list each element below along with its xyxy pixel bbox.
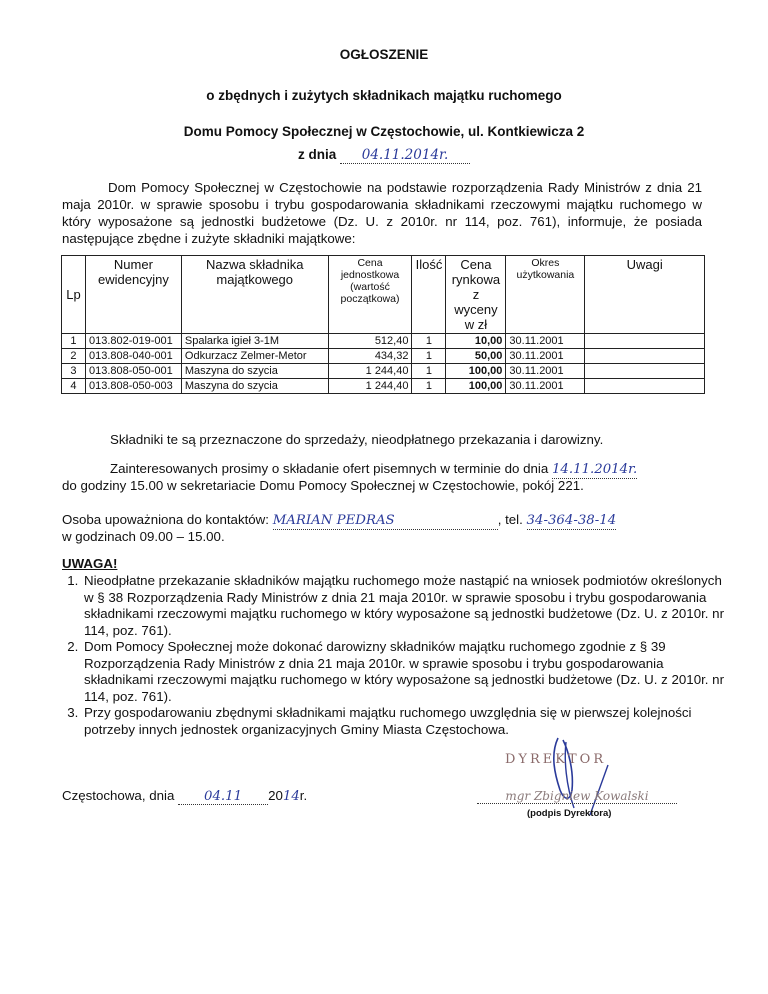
notes-heading: UWAGA! [62,556,118,571]
contact-tel: 34-364-38-14 [526,513,617,528]
table-header-row [62,256,705,334]
col-ilosc: Ilość [412,256,446,334]
intro-paragraph: Dom Pomocy Społecznej w Częstochowie na podstawie rozporządzenia Rady Ministrów z dnia 21 maja 2010r. w sprawie sposobu i trybu gospodarowania składnikami rzeczowymi majątku ruchomego w który wyposażone są jednostki budżetowe (Dz. U. z 2010r. nr 114, poz. 761), informuje, że posiada następujące zbędne i zużyte składniki majątkowe: [62,180,702,246]
assets-table [61,255,705,394]
notes-list [62,573,732,738]
col-uwagi: Uwagi [585,256,705,334]
doc-subtitle: o zbędnych i zużytych składnikach majątku ruchomego [206,88,562,103]
doc-title: OGŁOSZENIE [339,47,429,62]
contact-line: Osoba upoważniona do kontaktów: MARIAN PEDRAS , tel. 34-364-38-14 [62,512,617,528]
contact-label: Osoba upoważniona do kontaktów: [62,512,269,527]
director-name-stamp: mgr Zbigniew Kowalski [477,789,677,804]
col-lp: Lp [62,256,86,334]
signature-caption: (podpis Dyrektora) [527,808,612,819]
tel-label: tel. [505,512,523,527]
contact-name: MARIAN PEDRAS [272,513,395,528]
purpose-text: Składniki te są przeznaczone do sprzedaży, nieodpłatnego przekazania i darowizny. [110,432,604,447]
col-okres: Okres użytkowania [506,256,585,334]
col-nazwa: Nazwa składnika majątkowego [181,256,328,334]
offers-line-2: do godziny 15.00 w sekretariacie Domu Pomocy Społecznej w Częstochowie, pokój 221. [62,478,584,493]
contact-hours: w godzinach 09.00 – 15.00. [62,529,225,544]
list-item: 3. Przy gospodarowaniu zbędnymi składnikami majątku ruchomego uwzględnia się w pierwszej kolejności potrzeby innych jednostek organizacyjnych Gminy Miasta Częstochowa. [82,705,732,738]
col-cena-jedn: Cena jednostkowa (wartość początkowa) [328,256,412,334]
place-date-line: Częstochowa, dnia 04.11 2014r. [62,788,308,804]
table-row: 4 013.808-050-003 Maszyna do szycia 1 244,40 1 100,00 30.11.2001 [62,379,705,394]
table-row: 1 013.802-019-001 Spalarka igieł 3-1M 512,40 1 10,00 30.11.2001 [62,334,705,349]
date-label: z dnia [297,147,337,162]
offers-line-1: Zainteresowanych prosimy o składanie ofert pisemnych w terminie do dnia 14.11.2014r. [110,461,638,477]
col-cena-ryn: Cena rynkowa z wyceny w zł [446,256,506,334]
col-numer: Numer ewidencyjny [85,256,181,334]
list-item: 1. Nieodpłatne przekazanie składników majątku ruchomego może nastąpić na wniosek podmiotów określonych w § 38 Rozporządzenia Rady Ministrów z dnia 21 maja 2010r. w sprawie sposobu i trybu gospodarowania składnikami rzeczowymi majątku ruchomego w który wyposażone są jednostki budżetowe (Dz. U. z 2010r. nr 114, poz. 761). [82,573,732,639]
director-stamp: DYREKTOR [505,752,607,767]
table-row: 2 013.808-040-001 Odkurzacz Zelmer-Metor 434,32 1 50,00 30.11.2001 [62,349,705,364]
deadline-value: 14.11.2014r. [551,462,638,477]
signature-icon [500,730,640,820]
place-date-value: 04.11 [204,789,243,804]
announcement-date [0,147,768,164]
date-value: 04.11.2014r. [361,147,449,163]
institution-name: Domu Pomocy Społecznej w Częstochowie, ul. Kontkiewicza 2 [183,124,585,139]
list-item: 2. Dom Pomocy Społecznej może dokonać darowizny składników majątku ruchomego zgodnie z § 39 Rozporządzenia Rady Ministrów z dnia 21 maja 2010r. w sprawie sposobu i trybu gospodarowania składnikami rzeczowymi majątku ruchomego w który wyposażone są jednostki budżetowe (Dz. U. z 2010r. nr 114, poz. 761). [82,639,732,705]
table-row: 3 013.808-050-001 Maszyna do szycia 1 244,40 1 100,00 30.11.2001 [62,364,705,379]
